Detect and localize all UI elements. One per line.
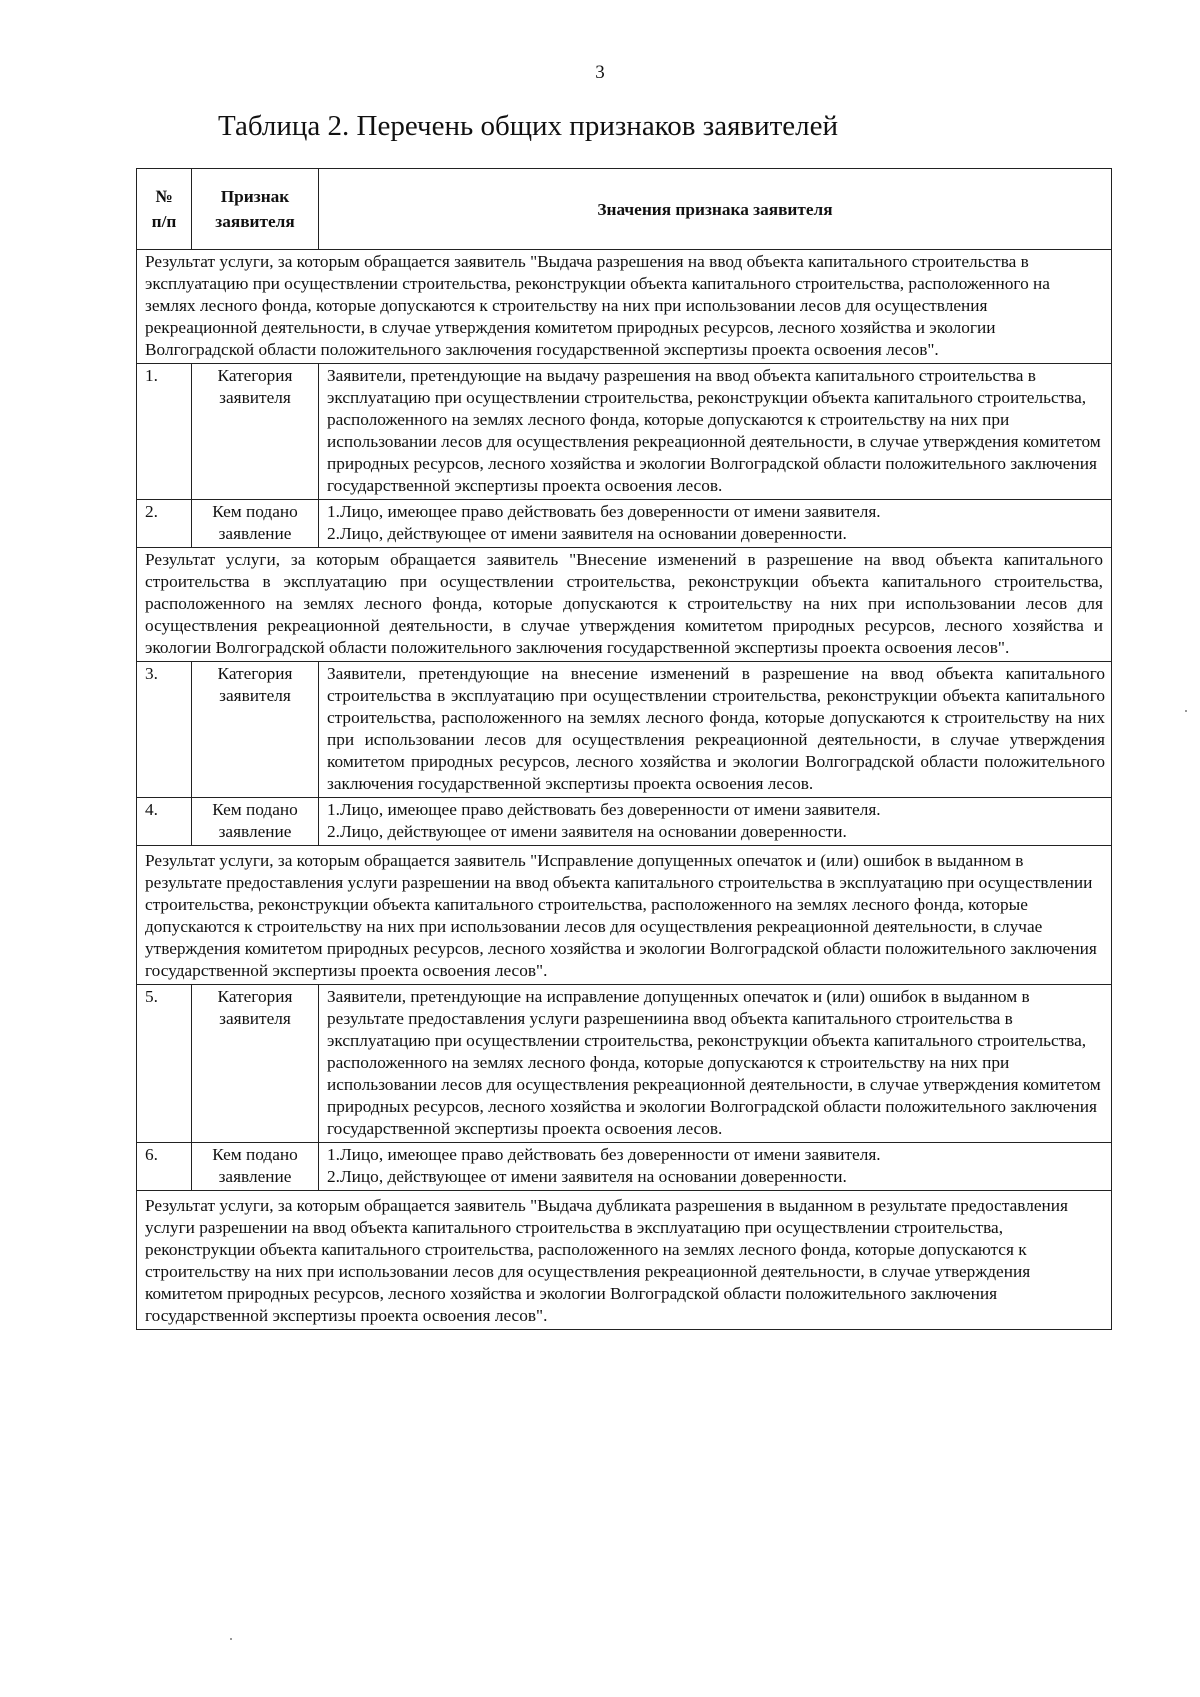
row-number: 2. — [137, 500, 192, 548]
row-value — [319, 798, 1112, 846]
row-feature: Кем подано заявление — [192, 1143, 319, 1191]
header-feature-line1: Признак — [220, 187, 290, 206]
service-result-text: Результат услуги, за которым обращается заявитель "Выдача разрешения на ввод объекта капитального строительства в эксплуатацию при осуществлении строительства, реконструкции объекта капитального строительства, расположенного на землях лесного фонда, которые допускаются к строительству на них при использовании лесов для осуществления рекреационной деятельности, в случае утверждения комитетом природных ресурсов, лесного хозяйства и экологии Волгоградской области положительного заключения государственной экспертизы проекта освоения лесов". — [137, 250, 1112, 364]
row-feature: Категория заявителя — [192, 364, 319, 500]
value-line: 2.Лицо, действующее от имени заявителя на основании доверенности. — [327, 822, 847, 841]
row-value — [319, 500, 1112, 548]
row-number: 6. — [137, 1143, 192, 1191]
row-number: 1. — [137, 364, 192, 500]
row-feature: Категория заявителя — [192, 985, 319, 1143]
table-row — [137, 500, 1112, 548]
section-result-row — [137, 1191, 1112, 1330]
header-feature-line2: заявителя — [215, 212, 295, 231]
scan-speck — [230, 1638, 232, 1640]
header-number-line1: № — [155, 187, 173, 206]
table-header-row — [137, 169, 1112, 250]
value-line: 2.Лицо, действующее от имени заявителя на основании доверенности. — [327, 1167, 847, 1186]
value-line: 2.Лицо, действующее от имени заявителя на основании доверенности. — [327, 524, 847, 543]
value-line: 1.Лицо, имеющее право действовать без доверенности от имени заявителя. — [327, 800, 881, 819]
page-number: 3 — [595, 62, 605, 83]
table-row — [137, 985, 1112, 1143]
section-result-row — [137, 250, 1112, 364]
header-number — [137, 169, 192, 250]
scan-speck — [1185, 710, 1187, 712]
header-number-line2: п/п — [151, 212, 177, 231]
service-result-text: Результат услуги, за которым обращается заявитель "Исправление допущенных опечаток и (или) ошибок в выданном в результате предоставления услуги разрешении на ввод объекта капитального строительства в эксплуатацию при осуществлении строительства, реконструкции объекта капитального строительства, расположенного на землях лесного фонда, которые допускаются к строительству на них при использовании лесов для осуществления рекреационной деятельности, в случае утверждения комитетом природных ресурсов, лесного хозяйства и экологии Волгоградской области положительного заключения государственной экспертизы проекта освоения лесов". — [137, 846, 1112, 985]
row-feature: Категория заявителя — [192, 662, 319, 798]
row-number: 3. — [137, 662, 192, 798]
service-result-text: Результат услуги, за которым обращается заявитель "Выдача дубликата разрешения в выданном в результате предоставления услуги разрешении на ввод объекта капитального строительства в эксплуатацию при осуществлении строительства, реконструкции объекта капитального строительства, расположенного на землях лесного фонда, которые допускаются к строительству на них при использовании лесов для осуществления рекреационной деятельности, в случае утверждения комитетом природных ресурсов, лесного хозяйства и экологии Волгоградской области положительного заключения государственной экспертизы проекта освоения лесов". — [137, 1191, 1112, 1330]
table-row — [137, 798, 1112, 846]
row-feature: Кем подано заявление — [192, 798, 319, 846]
table-row — [137, 1143, 1112, 1191]
row-number: 4. — [137, 798, 192, 846]
page-title: Таблица 2. Перечень общих признаков заявителей — [218, 110, 839, 142]
row-value: Заявители, претендующие на внесение изменений в разрешение на ввод объекта капитального строительства в эксплуатацию при осуществлении строительства, реконструкции объекта капитального строительства, расположенного на землях лесного фонда, которые допускаются к строительству на них при использовании лесов для осуществления рекреационной деятельности, в случае утверждения комитетом природных ресурсов, лесного хозяйства и экологии Волгоградской области положительного заключения государственной экспертизы проекта освоения лесов. — [319, 662, 1112, 798]
table-row — [137, 662, 1112, 798]
value-line: 1.Лицо, имеющее право действовать без доверенности от имени заявителя. — [327, 502, 881, 521]
table-row — [137, 364, 1112, 500]
header-values: Значения признака заявителя — [319, 169, 1112, 250]
row-feature: Кем подано заявление — [192, 500, 319, 548]
section-result-row — [137, 548, 1112, 662]
service-result-text: Результат услуги, за которым обращается заявитель "Внесение изменений в разрешение на ввод объекта капитального строительства в эксплуатацию при осуществлении строительства, реконструкции объекта капитального строительства, расположенного на землях лесного фонда, которые допускаются к строительству на них при использовании лесов для осуществления рекреационной деятельности, в случае утверждения комитетом природных ресурсов, лесного хозяйства и экологии Волгоградской области положительного заключения государственной экспертизы проекта освоения лесов". — [137, 548, 1112, 662]
section-result-row — [137, 846, 1112, 985]
row-value: Заявители, претендующие на выдачу разрешения на ввод объекта капитального строительства в эксплуатацию при осуществлении строительства, реконструкции объекта капитального строительства, расположенного на землях лесного фонда, которые допускаются к строительству на них при использовании лесов для осуществления рекреационной деятельности, в случае утверждения комитетом природных ресурсов, лесного хозяйства и экологии Волгоградской области положительного заключения государственной экспертизы проекта освоения лесов. — [319, 364, 1112, 500]
applicant-features-table — [136, 168, 1112, 1330]
value-line: 1.Лицо, имеющее право действовать без доверенности от имени заявителя. — [327, 1145, 881, 1164]
row-number: 5. — [137, 985, 192, 1143]
row-value: Заявители, претендующие на исправление допущенных опечаток и (или) ошибок в выданном в результате предоставления услуги разрешениина ввод объекта капитального строительства в эксплуатацию при осуществлении строительства, реконструкции объекта капитального строительства, расположенного на землях лесного фонда, которые допускаются к строительству на них при использовании лесов для осуществления рекреационной деятельности, в случае утверждения комитетом природных ресурсов, лесного хозяйства и экологии Волгоградской области положительного заключения государственной экспертизы проекта освоения лесов. — [319, 985, 1112, 1143]
row-value — [319, 1143, 1112, 1191]
header-feature — [192, 169, 319, 250]
